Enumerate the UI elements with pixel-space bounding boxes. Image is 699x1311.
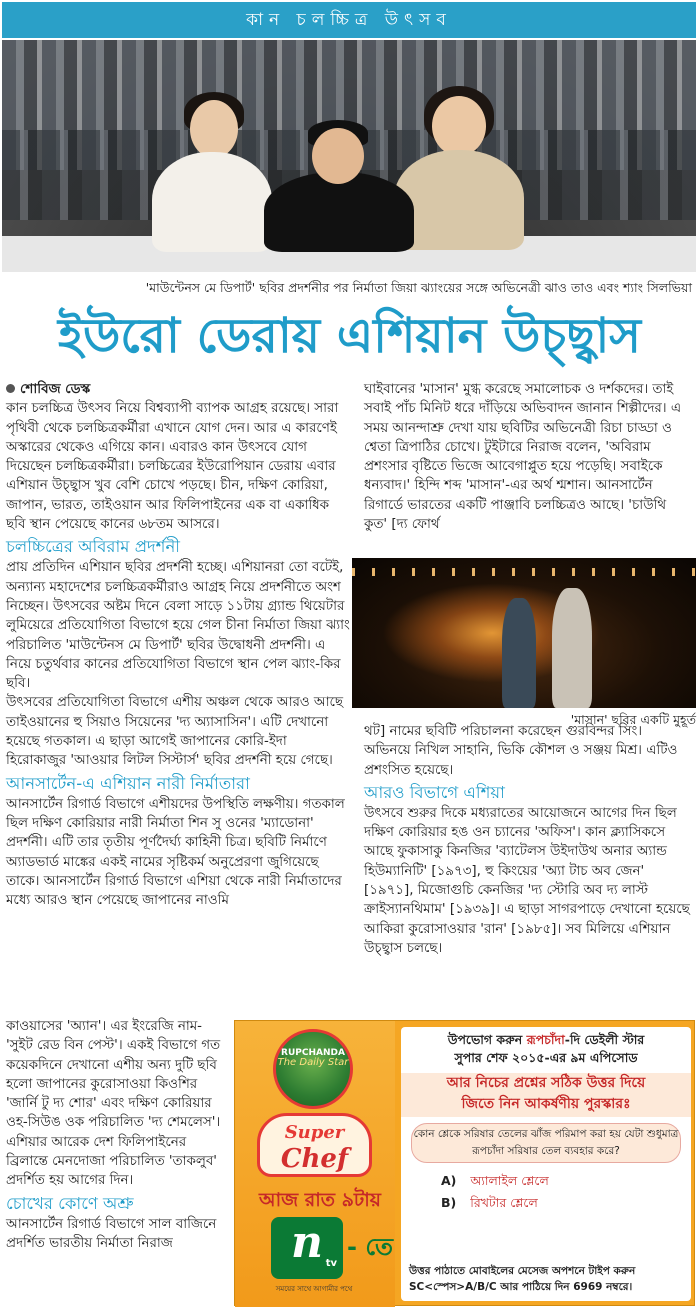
bullet-icon: [6, 384, 15, 393]
paragraph-masaan: ঘাইবানের 'মাসান' মুগ্ধ করেছে সমালোচক ও দর্শকদের। তাই সবাই পাঁচ মিনিট ধরে দাঁড়িয়ে অভিবাদন জানান শিল্পীদের। এ সময় আনন্দাশ্রু দেখা যায় ছবিটির অভিনেত্রী রিচা চাড্ডা ও শ্বেতা ত্রিপাঠির চোখে। টুইটারে নিরাজ বলেন, 'অবিরাম প্রশংসার বৃষ্টিতে ভিজে আবেগাপ্লুত হয়ে পড়েছি। সবাইকে ধন্যবাদ।' হিন্দি শব্দ 'মাসান'-এর অর্থ শ্মশান। আনসার্টেন রিগার্ডে ভারতের একটি পাঞ্জাবি চলচ্চিত্রও আছে। 'চাউথি কুত' [দ্য ফোর্থ: [364, 382, 682, 533]
super-chef-logo: [257, 1113, 372, 1177]
actress-left: [152, 152, 272, 252]
photo-caption: 'মাউন্টেনস মে ডিপার্ট' ছবির প্রদর্শনীর পর নির্মাতা জিয়া ঝ্যাংয়ের সঙ্গে অভিনেত্রী ঝাও তাও এবং শ্যাং সিলভিয়া: [145, 280, 692, 295]
ntv-logo: [271, 1217, 343, 1279]
cannes-photo: [2, 40, 696, 272]
option-b-label: B): [441, 1195, 457, 1210]
paragraph-tears: আনসার্টেন রিগার্ড বিভাগে সাল বাজিনে প্রদর্শিত ভারতীয় নির্মাতা নিরাজ: [6, 1216, 217, 1251]
option-a-label: A): [441, 1173, 457, 1188]
article-right-top: [364, 380, 692, 534]
byline-text: শোবিজ ডেস্ক: [20, 382, 91, 397]
option-b[interactable]: [441, 1195, 538, 1215]
ad-intro-a: উপভোগ করুন: [447, 1032, 527, 1047]
airtime-text: আজ রাত ৯টায়: [259, 1189, 381, 1211]
subheading-women-directors: আনসার্টেন-এ এশিয়ান নারী নির্মাতারা: [6, 773, 250, 793]
option-a-text: অ্যালাইল শ্লেলে: [470, 1173, 549, 1188]
subheading-tears: চোখের কোণে অশ্রু: [6, 1193, 134, 1213]
headline: ইউরো ডেরায় এশিয়ান উচ্ছ্বাস: [57, 308, 641, 364]
rupchanda-logo: [273, 1029, 353, 1109]
paragraph-women-directors: আনসার্টেন রিগার্ড বিভাগে এশীয়দের উপস্থিতি লক্ষণীয়। গতকাল ছিল দক্ষিণ কোরিয়ার নারী নির্মাতা শিন সু ওনের 'ম্যাডোনা' প্রদর্শনী। এটি তার তৃতীয় পূর্ণদৈর্ঘ্য কাহিনী চিত্র। ছবিটি নির্মাণে অ্যাডভার্ড মাঙ্কের একই নামের সৃষ্টিকর্ম অনুপ্রেরণা জুগিয়েছে তাকে। আনসার্টেন রিগার্ড বিভাগে এশিয়া থেকে নারী নির্মাতাদের মধ্যে আরও স্থান পেয়েছে জাপানের নাওমি: [6, 796, 345, 909]
option-b-text: রিখটার শ্লেলে: [470, 1195, 538, 1210]
ad-prompt-line1: আর নিচের প্রশ্নের সঠিক উত্তর দিয়ে: [446, 1075, 646, 1091]
director-face: [312, 128, 364, 184]
actress-right-face: [432, 96, 486, 156]
paragraph-an: কাওয়াসের 'অ্যান'। এর ইংরেজি নাম- 'সুইট রেড বিন পেস্ট'। একই বিভাগে গত কয়েকদিনে দেখানো এশীয় অন্য দুটি ছবি হলো জাপানের কুরোসাওয়া কিওশির 'জার্নি টু দ্য শোর' এবং দক্ষিণ কোরিয়ার ওহ-সিউঙ ওক পরিচালিত 'দ্য শেমলেস'। এশিয়ার আরেক দেশ ফিলিপাইনের ব্রিলান্তে মেনদোজা পরিচালিত 'তাকলুব' প্রদর্শিত হয় আগের দিন।: [6, 1019, 221, 1189]
actress-left-face: [190, 100, 238, 158]
ntv-tv: tv: [325, 1258, 337, 1269]
ad-intro-episode: সুপার শেফ ২০১৫-এর ৯ম এপিসোড: [454, 1050, 638, 1065]
string-lights: [352, 568, 696, 576]
chef-text: Chef: [280, 1144, 349, 1174]
article-left-column: [6, 380, 351, 910]
ad-prompt: [401, 1073, 691, 1117]
director-center: [264, 172, 414, 252]
paragraph-screening: প্রায় প্রতিদিন এশিয়ান ছবির প্রদর্শনী হচ্ছে। এশিয়ানরা তো বটেই, অন্যান্য মহাদেশের চলচ্চিত্রকর্মীরাও আগ্রহ নিয়ে প্রদর্শনীতে অংশ নিচ্ছেন। উৎসবের অষ্টম দিনে বেলা সাড়ে ১১টায় গ্র্যান্ড থিয়েটার লুমিয়েরে প্রতিযোগিতা বিভাগে হয়ে গেল চীনা নির্মাতা জিয়া ঝ্যাং পরিচালিত 'মাউন্টেনস মে ডিপার্ট' ছবির উদ্বোধনী প্রদর্শনী। এ নিয়ে চতুর্থবার কানের প্রতিযোগিতা বিভাগে স্থান পেল ঝ্যাং-কির ছবি।: [6, 560, 350, 692]
paragraph-competition: উৎসবের প্রতিযোগিতা বিভাগে এশীয় অঞ্চল থেকে আরও আছে তাইওয়ানের হু সিয়াও সিয়েনের 'দ্য অ্যাসাসিন'। এটি দেখানো হয়েছে গতকাল। এ ছাড়া আগেই জাপানের কোরি-ইদা হিরোকাজুর 'আওয়ার লিটল সিস্টার্স' ছবির প্রদর্শনী হয়ে গেছে।: [6, 695, 344, 769]
subheading-more-sections: আরও বিভাগে এশিয়া: [364, 782, 505, 802]
section-banner: কান চলচ্চিত্র উৎসব: [2, 2, 696, 38]
super-text: Super: [284, 1122, 345, 1143]
article-right-middle: [364, 722, 692, 958]
masaan-still-photo: [352, 558, 696, 708]
ad-intro-brand: রূপচাঁদা: [526, 1032, 565, 1047]
intro-paragraph: কান চলচ্চিত্র উৎসব নিয়ে বিশ্বব্যাপী ব্যাপক আগ্রহ রয়েছে। সারা পৃথিবী থেকে চলচ্চিত্রকর্মীরা এখানে যোগ দেন। আর এ কারণেই অস্কারের থেকেও এগিয়ে কান। এবারও কান উৎসবে যোগ দিয়েছেন চলচ্চিত্রকর্মীরা। চলচ্চিত্রের ইউরোপিয়ান ডেরায় এবার এশিয়ান উচ্ছ্বাস খুব বেশি চোখে পড়ছে। চীন, দক্ষিণ কোরিয়া, জাপান, ভারত, তাইওয়ান আর ফিলিপাইনের এক বা একাধিক ছবি স্থান পেয়েছে কানের ৬৮তম আসরে।: [6, 401, 339, 533]
actor-figure-standing: [552, 588, 592, 708]
byline: [6, 380, 351, 399]
actor-figure: [502, 598, 536, 708]
ad-intro: [401, 1031, 691, 1067]
photo2-caption: 'মাসান' ছবির একটি মুহূর্ত: [570, 712, 696, 727]
ntv-n: n: [291, 1217, 323, 1268]
paragraph-fourth-direction: থট] নামের ছবিটি পরিচালনা করেছেন গুরবিন্দর সিং। অভিনয়ে নিখিল সাহানি, ভিকি কৌশল ও সঞ্জয় মিশ্র। এটিও প্রশংসিত হয়েছে।: [364, 724, 678, 778]
subheading-screening: চলচ্চিত্রের অবিরাম প্রদর্শনী: [6, 537, 181, 557]
ad-prompt-line2: জিতে নিন আকর্ষণীয় পুরস্কারঃ: [461, 1096, 631, 1112]
article-left-bottom: [6, 1017, 230, 1253]
ad-contest-panel: [401, 1027, 691, 1301]
ad-intro-c: -দি ডেইলী স্টার: [564, 1032, 645, 1047]
contest-question: কোন শ্লেকে সরিষার তেলের ঝাঁজ পরিমাপ করা হয় যেটা শুধুমাত্র রূপচাঁদা সরিষার তেল ব্যবহার করে?: [411, 1123, 681, 1163]
badge-bottom-text: The Daily Star: [277, 1057, 349, 1068]
badge-top-text: RUPCHANDA: [281, 1048, 345, 1058]
paragraph-more-sections: উৎসবে শুরুর দিকে মধ্যরাতের আয়োজনে আগের দিন ছিল দক্ষিণ কোরিয়ার হঙ ওন চ্যানের 'অফিস'। কান ক্ল্যাসিকসে আছে ফুকাসাকু কিনজির 'ব্যাটেলস উইদাউথ অনার অ্যান্ড হিউম্যানিটি' [১৯৭৩], হু কিংয়ের 'অ্যা টাচ অব জেন' [১৯৭১], মিজোগুচি কেনজির 'দ্য স্টোরি অব দ্য লাস্ট ক্রাইস্যানথিমাম' [১৯৩৯]। এ ছাড়া সাগরপাড়ে দেখানো হয়েছে আকিরা কুরোসাওয়ার 'রান' [১৯৮৫]। সব মিলিয়ে এশিয়ান উচ্ছ্বাস চলছে।: [364, 805, 690, 956]
super-chef-advertisement[interactable]: [234, 1020, 695, 1306]
option-a[interactable]: [441, 1173, 549, 1193]
ntv-suffix: - তে: [347, 1233, 394, 1261]
ntv-tagline: সময়ের সাথে আগামীর পথে: [275, 1285, 353, 1293]
sms-instructions: উত্তর পাঠাতে মোবাইলের মেসেজ অপশনে টাইপ করুন SC<স্পেস>A/B/C আর পাঠিয়ে দিন 6969 নম্বরে।: [409, 1265, 636, 1293]
ad-brand-panel: [235, 1021, 395, 1307]
